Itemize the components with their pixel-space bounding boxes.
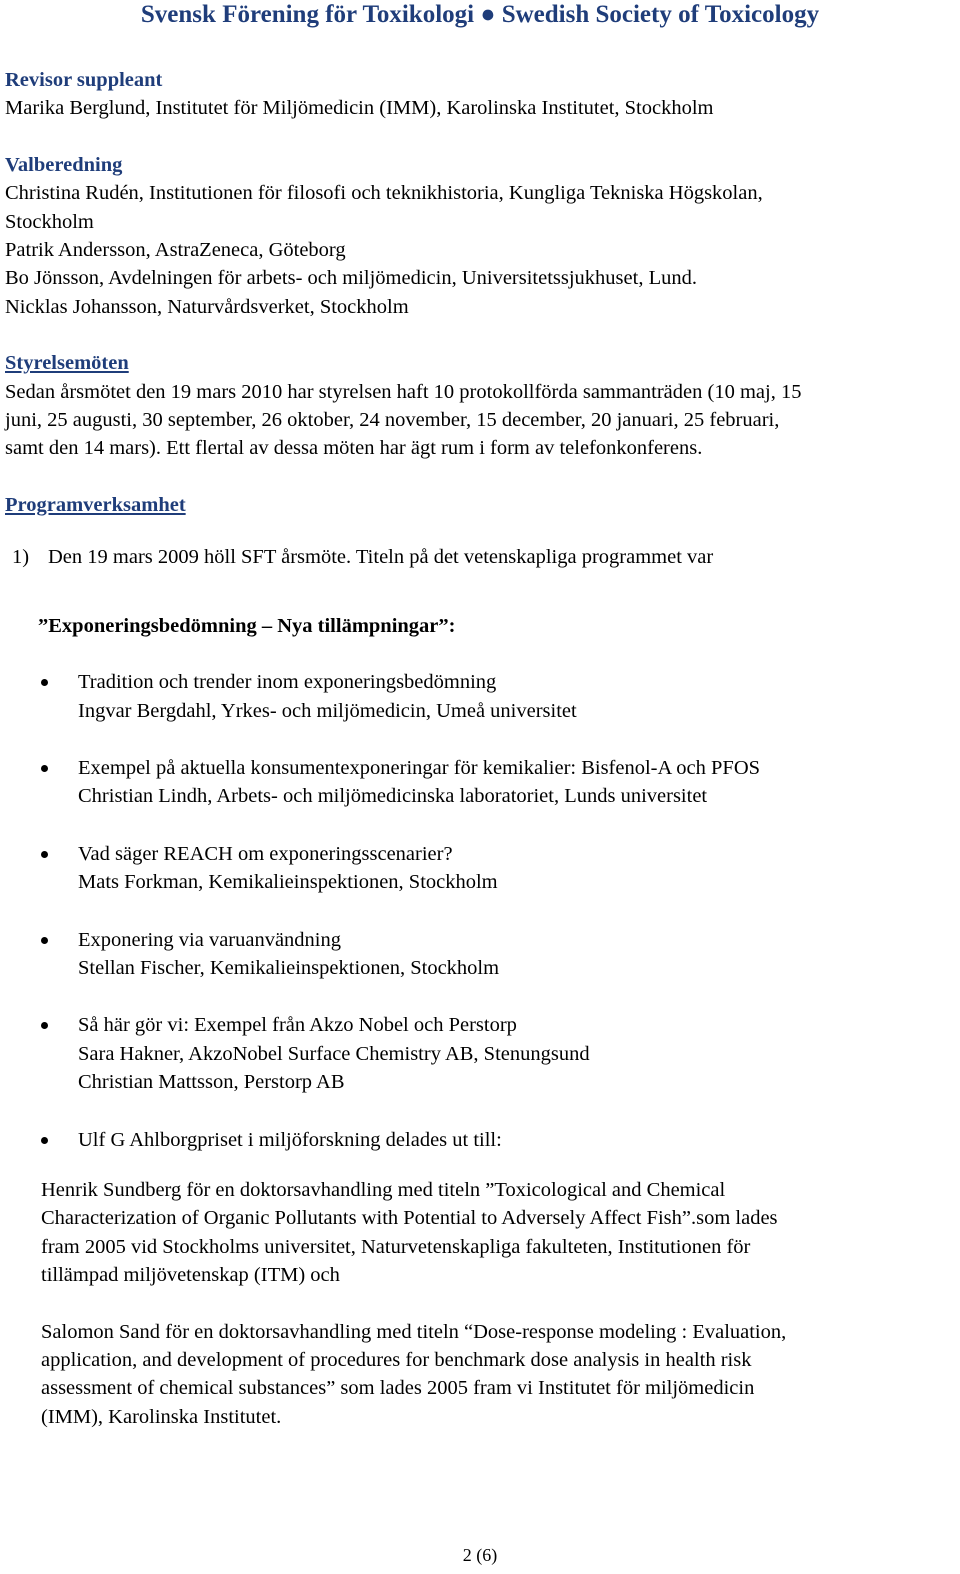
bullet-icon [41, 1022, 48, 1029]
text-line: samt den 14 mars). Ett flertal av dessa möten har ägt rum i form av telefonkonferens. [5, 437, 703, 460]
program-title: ”Exponeringsbedömning – Nya tillämpningar”: [38, 614, 456, 637]
speaker: Christian Lindh, Arbets- och miljömedicinska laboratoriet, Lunds universitet [78, 785, 708, 808]
bullet-icon [41, 765, 48, 772]
item-number: 1) [12, 546, 30, 569]
text-line: Patrik Andersson, AstraZeneca, Göteborg [5, 239, 346, 262]
speaker: Sara Hakner, AkzoNobel Surface Chemistry AB, Stenungsund [78, 1042, 590, 1065]
list-item [5, 754, 955, 811]
prize-paragraph [5, 1176, 955, 1290]
section-heading-revisor: Revisor suppleant [5, 69, 163, 91]
bullet-icon [41, 679, 48, 686]
text-line: Christina Rudén, Institutionen för filosofi och teknikhistoria, Kungliga Tekniska Högskolan, [5, 182, 763, 205]
prize-paragraph [5, 1318, 955, 1432]
program-list [5, 668, 955, 1154]
talk-title: Ulf G Ahlborgpriset i miljöforskning delades ut till: [78, 1128, 502, 1151]
styrelsemoten-section [5, 349, 955, 463]
page-number: 2 (6) [462, 1545, 498, 1565]
list-item [5, 1126, 955, 1154]
list-item [5, 1011, 955, 1096]
programverksamhet-section [5, 491, 955, 1431]
text-line: tillämpad miljövetenskap (ITM) och [41, 1264, 340, 1287]
text-line: fram 2005 vid Stockholms universitet, Naturvetenskapliga fakulteten, Institutionen för [41, 1235, 751, 1258]
text-line: application, and development of procedures for benchmark dose analysis in health risk [41, 1349, 752, 1371]
speaker: Christian Mattsson, Perstorp AB [78, 1071, 345, 1094]
list-item [5, 668, 955, 725]
bullet-icon [41, 1137, 48, 1144]
talk-title: Exponering via varuanvändning [78, 928, 342, 951]
section-heading-styrelsemoten: Styrelsemöten [5, 352, 129, 375]
speaker: Ingvar Bergdahl, Yrkes- och miljömedicin, Umeå universitet [78, 699, 577, 722]
text-line: Salomon Sand för en doktorsavhandling med titeln “Dose-response modeling : Evaluation, [41, 1320, 787, 1343]
bullet-icon [41, 851, 48, 858]
item-text: Den 19 mars 2009 höll SFT årsmöte. Titeln på det vetenskapliga programmet var [48, 546, 714, 569]
revisor-section [5, 66, 955, 123]
text-line: Stockholm [5, 210, 94, 233]
speaker: Mats Forkman, Kemikalieinspektionen, Stockholm [78, 871, 498, 894]
speaker: Stellan Fischer, Kemikalieinspektionen, Stockholm [78, 956, 500, 979]
text-line: assessment of chemical substances” som lades 2005 fram vi Institutet för miljömedicin [41, 1377, 755, 1400]
text-line: Nicklas Johansson, Naturvårdsverket, Stockholm [5, 295, 409, 318]
list-item [5, 926, 955, 983]
section-heading-programverksamhet: Programverksamhet [5, 493, 186, 516]
talk-title: Exempel på aktuella konsumentexponeringar för kemikalier: Bisfenol-A och PFOS [78, 756, 761, 779]
talk-title: Vad säger REACH om exponeringsscenarier? [78, 842, 453, 865]
talk-title: Tradition och trender inom exponeringsbedömning [78, 671, 497, 694]
text-line: Marika Berglund, Institutet för Miljömedicin (IMM), Karolinska Institutet, Stockholm [5, 97, 714, 120]
document-page [5, 0, 955, 1431]
list-item [5, 840, 955, 897]
talk-title: Så här gör vi: Exempel från Akzo Nobel och Perstorp [78, 1014, 517, 1037]
text-line: juni, 25 augusti, 30 september, 26 oktober, 24 november, 15 december, 20 januari, 25 februari, [5, 409, 780, 432]
text-line: (IMM), Karolinska Institutet. [41, 1405, 282, 1428]
page-header: Svensk Förening för Toxikologi ● Swedish Society of Toxicology [140, 1, 820, 28]
bullet-icon [41, 937, 48, 944]
text-line: Bo Jönsson, Avdelningen för arbets- och miljömedicin, Universitetssjukhuset, Lund. [5, 267, 697, 290]
text-line: Henrik Sundberg för en doktorsavhandling med titeln ”Toxicological and Chemical [41, 1178, 726, 1201]
text-line: Characterization of Organic Pollutants with Potential to Adversely Affect Fish”.som lades [41, 1207, 778, 1230]
section-heading-valberedning: Valberedning [5, 153, 123, 176]
valberedning-section [5, 151, 955, 321]
text-line: Sedan årsmötet den 19 mars 2010 har styrelsen haft 10 protokollförda sammanträden (10 maj, 15 [5, 380, 802, 403]
numbered-item [5, 543, 955, 571]
